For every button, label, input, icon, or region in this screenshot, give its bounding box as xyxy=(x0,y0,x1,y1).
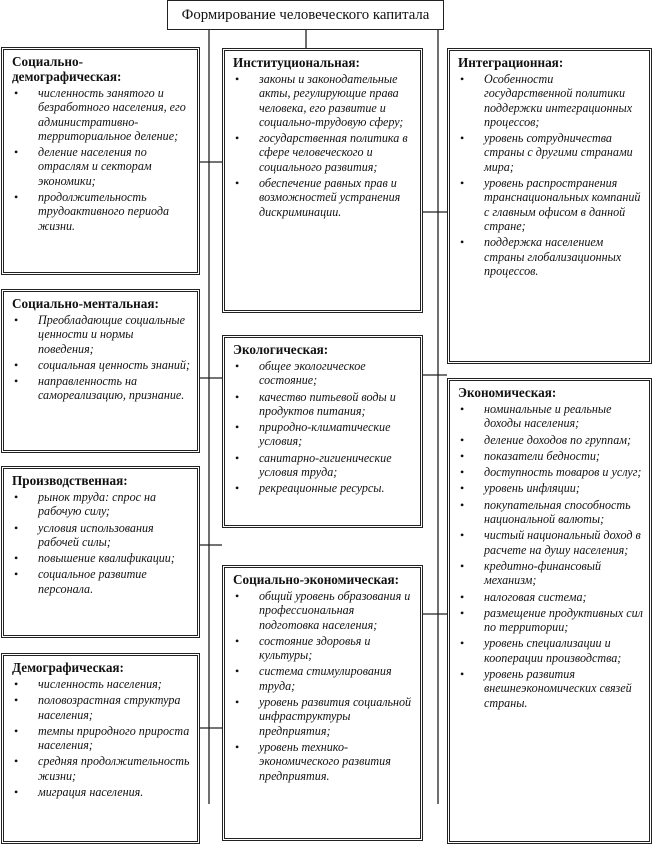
list-item: • средняя продолжительность жизни; xyxy=(12,754,191,783)
list-item: • уровень развития социальной инфраструктуры предприятия; xyxy=(233,695,414,738)
diagram-title: Формирование человеческого капитала xyxy=(167,0,444,30)
list-item: • показатели бедности; xyxy=(458,449,643,463)
box-title: Демографическая: xyxy=(12,660,124,675)
list-item: • деление доходов по группам; xyxy=(458,433,643,447)
list-item: • уровень инфляции; xyxy=(458,481,643,495)
list-item: • численность занятого и безработного населения, его административно-территориальное деление; xyxy=(12,86,191,143)
list-item: • природно-климатические условия; xyxy=(233,420,414,449)
list-item: • покупательная способность национальной валюты; xyxy=(458,498,643,527)
box-title: Социально-ментальная: xyxy=(12,296,159,311)
list-item: • государственная политика в сфере человеческого и социального развития; xyxy=(233,131,414,174)
list-item: • качество питьевой воды и продуктов питания; xyxy=(233,390,414,419)
list-item: • Особенности государственной политики поддержки интеграционных процессов; xyxy=(458,72,643,129)
box-institutional xyxy=(222,48,423,313)
list-item: • уровень технико-экономического развития предприятия. xyxy=(233,740,414,783)
list-item: • размещение продуктивных сил по территории; xyxy=(458,606,643,635)
box-economic xyxy=(447,378,652,844)
list-item: • уровень распространения транснациональных компаний с главным офисом в данной стране; xyxy=(458,176,643,233)
box-title: Экономическая: xyxy=(458,385,557,400)
box-title: Социально-экономическая: xyxy=(233,572,400,587)
list-item: • социальная ценность знаний; xyxy=(12,358,191,372)
list-item: • обеспечение равных прав и возможностей устранения дискриминации. xyxy=(233,176,414,219)
list-item: • законы и законодательные акты, регулирующие права человека, его развитие и социально-трудовую сферу; xyxy=(233,72,414,129)
list-item: • уровень развития внешнеэкономических связей страны. xyxy=(458,667,643,710)
box-production xyxy=(1,466,200,638)
list-item: • санитарно-гигиенические условия труда; xyxy=(233,451,414,480)
box-title: Интеграционная: xyxy=(458,55,564,70)
list-item: • численность населения; xyxy=(12,677,191,691)
box-title: Экологическая: xyxy=(233,342,329,357)
list-item: • кредитно-финансовый механизм; xyxy=(458,559,643,588)
box-socio-economic xyxy=(222,565,423,841)
list-item: • деление населения по отраслям и секторам экономики; xyxy=(12,145,191,188)
list-item: • миграция населения. xyxy=(12,785,191,799)
list-item: • продолжительность трудоактивного периода жизни. xyxy=(12,190,191,233)
box-social-mental xyxy=(1,289,200,453)
list-item: • система стимулирования труда; xyxy=(233,664,414,693)
box-integration xyxy=(447,48,652,364)
list-item: • общее экологическое состояние; xyxy=(233,359,414,388)
box-title: Социально-демографическая: xyxy=(12,54,122,84)
list-item: • повышение квалификации; xyxy=(12,551,191,565)
list-item: • условия использования рабочей силы; xyxy=(12,521,191,550)
box-social-demographic xyxy=(1,47,200,275)
list-item: • половозрастная структура населения; xyxy=(12,693,191,722)
list-item: • состояние здоровья и культуры; xyxy=(233,634,414,663)
list-item: • социальное развитие персонала. xyxy=(12,567,191,596)
list-item: • уровень сотрудничества страны с другими странами мира; xyxy=(458,131,643,174)
list-item: • рынок труда: спрос на рабочую силу; xyxy=(12,490,191,519)
list-item: • уровень специализации и кооперации производства; xyxy=(458,636,643,665)
box-title: Производственная: xyxy=(12,473,128,488)
list-item: • общий уровень образования и профессиональная подготовка населения; xyxy=(233,589,414,632)
list-item: • поддержка населением страны глобализационных процессов. xyxy=(458,235,643,278)
list-item: • чистый национальный доход в расчете на душу населения; xyxy=(458,528,643,557)
list-item: • номинальные и реальные доходы населения; xyxy=(458,402,643,431)
list-item: • темпы природного прироста населения; xyxy=(12,724,191,753)
list-item: • направленность на самореализацию, признание. xyxy=(12,374,191,403)
list-item: • Преобладающие социальные ценности и нормы поведения; xyxy=(12,313,191,356)
list-item: • налоговая система; xyxy=(458,590,643,604)
box-title: Институциональная: xyxy=(233,55,360,70)
box-ecological xyxy=(222,335,423,528)
list-item: • доступность товаров и услуг; xyxy=(458,465,643,479)
box-demographic xyxy=(1,653,200,844)
list-item: • рекреационные ресурсы. xyxy=(233,481,414,495)
